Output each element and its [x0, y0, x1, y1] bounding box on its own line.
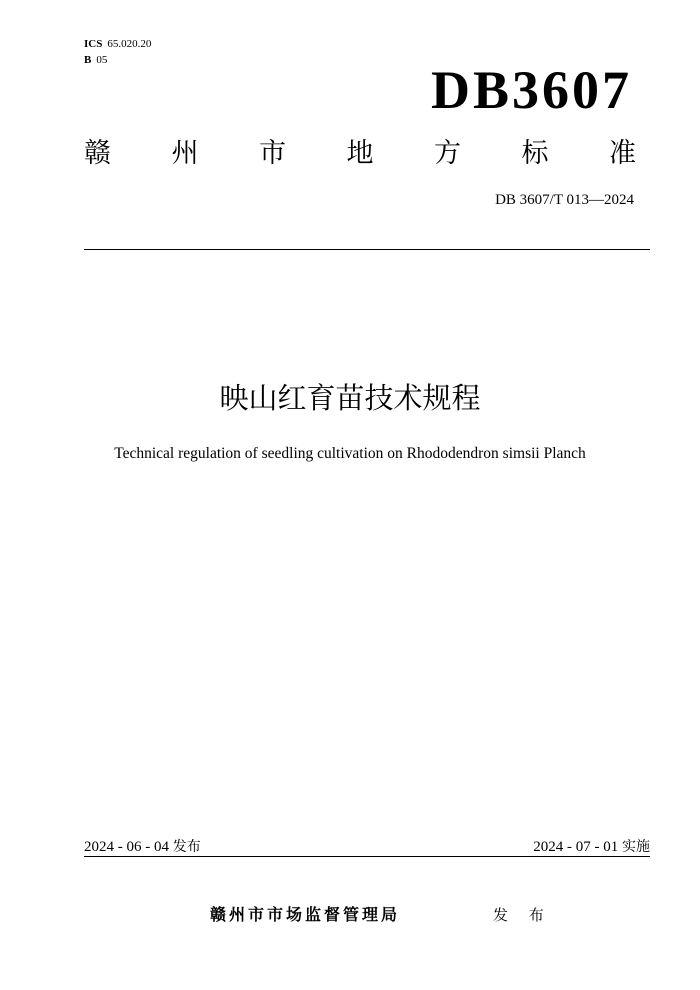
standard-type-char: 市	[259, 138, 286, 169]
issuing-authority: 赣州市市场监督管理局	[210, 905, 401, 924]
standard-type-char: 方	[434, 138, 461, 169]
standard-type	[84, 136, 636, 172]
ccs-row	[84, 52, 151, 68]
ccs-label: B	[84, 54, 92, 66]
implementation-date	[533, 837, 650, 857]
title-english: Technical regulation of seedling cultivation on Rhododendron simsii Planch	[114, 445, 586, 462]
issue-label: 发 布	[493, 906, 552, 924]
standard-code: DB3607	[430, 60, 632, 120]
standard-type-char: 州	[171, 138, 199, 169]
standard-type-char: 赣	[84, 138, 111, 169]
title-chinese: 映山红育苗技术规程	[219, 381, 481, 415]
issue-date-value: 2024 - 06 - 04	[84, 839, 169, 855]
standard-type-char: 标	[521, 138, 549, 169]
ccs-code: 05	[96, 54, 108, 66]
implementation-date-suffix: 实施	[622, 839, 650, 855]
issue-date	[84, 837, 201, 857]
standard-type-char: 准	[609, 138, 636, 169]
bottom-divider	[84, 856, 650, 857]
standard-type-char: 地	[346, 138, 374, 169]
implementation-date-value: 2024 - 07 - 01	[533, 839, 619, 855]
ics-label: ICS	[84, 38, 103, 50]
top-divider	[84, 249, 650, 250]
classification-codes	[84, 36, 151, 68]
ics-code: 65.020.20	[107, 38, 152, 50]
ics-row	[84, 36, 151, 52]
issue-date-suffix: 发布	[172, 839, 201, 855]
standard-number: DB 3607/T 013—2024	[495, 192, 634, 208]
